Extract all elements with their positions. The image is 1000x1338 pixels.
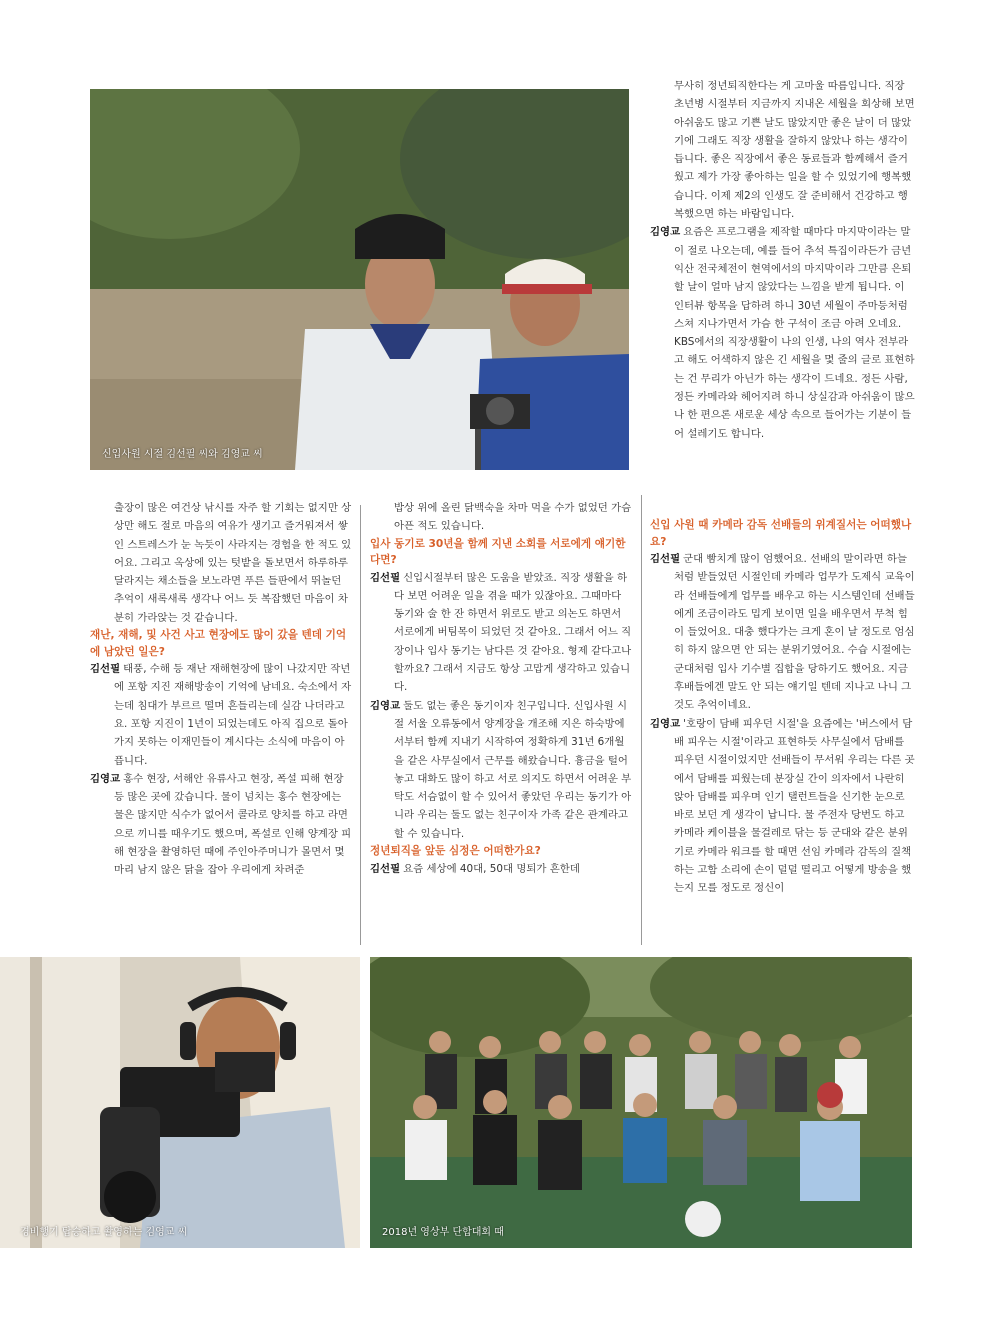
paragraph: 출장이 많은 여건상 낚시를 자주 할 기회는 없지만 상상만 해도 절로 마음의 여유가 생기고 즐거워져서 쌓인 스트레스가 눈 녹듯이 사라지는 경험을 한 적도 있어요. 그리고 옥상에 있는 텃밭을 돌보면서 하루하루 달라지는 채소들을 보노라면 푸른 들판에서 뛰놀던 추억이 새록새록 생각나 어느 듯 복잡했던 마음이 차분히 가라앉는 것 같습니다.: [114, 502, 352, 624]
question-heading: 입사 동기로 30년을 함께 지낸 소회를 서로에게 얘기한다면?: [370, 537, 626, 567]
speaker-name: 김선필: [370, 571, 401, 584]
bottom-right-caption: 2018년 영상부 단합대회 때: [382, 1227, 504, 1238]
answer-text: '호랑이 담배 피우던 시절'을 요즘에는 '버스에서 담배 피우는 시절'이라고 표현하듯 사무실에서 담배를 피우던 시절이었지만 선배들이 무서워 우리는 다른 곳에서 담배를 피웠는데 분장실 간이 의자에서 나란히 앉아 담배를 피우며 인기 탤런트들을 신기한 눈으로 바로 보던 게 생각이 납니다. 물 주전자 당번도 하고 카메라 케이블을 물걸레로 닦는 등 군대와 같은 분위기로 카메라 워크를 할 때면 선임 카메라 감독의 질책하는 고함 소리에 손이 덜덜 떨리고 어떻게 방송을 했는지 모를 정도로 정신이: [674, 717, 915, 895]
question-heading: 정년퇴직을 앞둔 심정은 어떠한가요?: [370, 845, 541, 858]
bottom-right-photo: [370, 957, 912, 1248]
answer-paragraph: [370, 697, 632, 843]
column-divider: [360, 505, 361, 945]
paragraph: 밥상 위에 올린 닭백숙을 차마 먹을 수가 없었던 가슴 아픈 적도 있습니다.: [394, 502, 632, 533]
answer-paragraph: [650, 715, 916, 898]
answer-paragraph: [370, 569, 632, 697]
speaker-name: 김선필: [650, 553, 681, 565]
answer-paragraph: [650, 550, 916, 715]
answer-text: 군대 빰치게 많이 엄했어요. 선배의 말이라면 하늘처럼 받들었던 시절인데 카메라 업무가 도제식 교육이라 선배들에게 업무를 배우고 하는 시스템인데 선배들에게 조금이라도 밉게 보이면 일을 배우면서 무척 힘이 들었어요. 대충 했다가는 크게 혼이 날 정도로 엄심히 하지 않으면 안 되는 분위기였어요. 수습 시절에는 군대처럼 입사 기수별 집합을 당하기도 했어요. 지금 후배들에겐 말도 안 되는 얘기일 텐데 지나고 나니 그것도 추억이네요.: [674, 553, 915, 712]
right-top-column: [650, 77, 916, 443]
top-photo-caption: 신입사원 시절 김선필 씨와 김영교 씨: [102, 449, 263, 460]
answer-paragraph: [650, 223, 916, 443]
answer-paragraph: [90, 770, 352, 880]
column-2: [370, 499, 632, 878]
speaker-name: 김영교: [90, 772, 121, 785]
column-3: [650, 505, 916, 898]
answer-text: 태풍, 수해 등 재난 재해현장에 많이 나갔지만 작년에 포항 지진 재해방송이 기억에 남네요. 숙소에서 자는데 침대가 부르르 떨며 흔들리는데 실감 나더라고요. 포항 지진이 1년이 되었는데도 아직 집으로 돌아가지 못하는 이재민들이 계시다는 소식에 마음이 아픕니다.: [114, 663, 352, 767]
top-photo: [90, 89, 629, 470]
answer-text: 요즘은 프로그램을 제작할 때마다 마지막이라는 말이 절로 나오는데, 예를 들어 추석 특집이라든가 금년 익산 전국체전이 현역에서의 마지막이라 그만큼 은퇴할 날이 얼마 남지 않았다는 느낌을 받게 됩니다. 이 인터뷰 항목을 답하려 하니 30년 세월이 주마등처럼 스쳐 지나가면서 가슴 한 구석이 조금 아려 오네요. KBS에서의 직장생활이 나의 인생, 나의 역사 전부라고 해도 어색하지 않은 긴 세월을 몇 줄의 글로 표현하는 건 무리가 아닌가 하는 생각이 드네요. 정든 사람, 정든 카메라와 헤어지려 하니 상실감과 아쉬움이 많으나 한 편으론 새로운 세상 속으로 들어가는 기분이 들어 설레기도 합니다.: [674, 226, 915, 440]
answer-paragraph: [90, 660, 352, 770]
answer-text: 둘도 없는 좋은 동기이자 친구입니다. 신입사원 시절 서울 오류동에서 양계장을 개조해 지은 하숙방에서부터 함께 지내기 시작하여 정확하게 31년 6개월을 같은 사무실에서 근무를 해왔습니다. 흉금을 털어놓고 대화도 많이 하고 서로 의지도 하면서 어려운 부탁도 서슴없이 할 수 있어서 좋았던 우리는 동기가 아니라 우리는 둘도 없는 친구이자 가족 같은 관계라고 할 수 있습니다.: [394, 699, 632, 840]
column-1: [90, 499, 352, 880]
speaker-name: 김선필: [370, 862, 401, 875]
question-heading: 재난, 재해, 및 사건 사고 현장에도 많이 갔을 텐데 기억에 남았던 일은?: [90, 629, 347, 658]
bottom-left-photo: [0, 957, 360, 1248]
speaker-name: 김영교: [650, 226, 681, 239]
answer-text: 요즘 세상에 40대, 50대 명퇴가 흔한데: [403, 862, 580, 875]
answer-text: 홍수 현장, 서해안 유류사고 현장, 폭설 피해 현장 등 많은 곳에 갔습니다. 물이 넘치는 홍수 현장에는 물은 많지만 식수가 없어서 콜라로 양치를 하고 라면으로 끼니를 때우기도 했으며, 폭설로 인해 양계장 피해 현장을 촬영하던 때에 주인아주머니가 몰면서 몇 마리 남지 않은 닭을 잡아 우리에게 차려준: [114, 772, 352, 877]
column-divider: [641, 495, 642, 945]
question-heading: 신입 사원 때 카메라 감독 선배들의 위계질서는 어떠했나요?: [650, 519, 912, 548]
paragraph: 무사히 정년퇴직한다는 게 고마울 따름입니다. 직장 초년병 시절부터 지금까지 지내온 세월을 회상해 보면 아쉬움도 많고 기쁜 날도 많았지만 좋은 날이 더 많았기에 그래도 직장 생활을 잘하지 않았나 하는 생각이 듭니다. 좋은 직장에서 좋은 동료들과 함께해서 즐거웠고 제가 가장 좋아하는 일을 할 수 있었기에 행복했습니다. 이제 제2의 인생도 잘 준비해서 건강하고 행복했으면 하는 바람입니다.: [674, 80, 915, 221]
answer-text: 신입시절부터 많은 도움을 받았죠. 직장 생활을 하다 보면 어려운 일을 겪을 때가 있잖아요. 그때마다 동기와 술 한 잔 하면서 위로도 받고 의논도 하면서 서로에게 버팀목이 되었던 것 같아요. 그래서 어느 직장이나 입사 동기는 남다른 것 같아요. 형제 같다고나 할까요? 그래서 지금도 항상 고맙게 생각하고 있습니다.: [394, 571, 632, 694]
speaker-name: 김선필: [90, 663, 121, 676]
speaker-name: 김영교: [650, 717, 681, 730]
answer-paragraph: [370, 860, 632, 878]
speaker-name: 김영교: [370, 699, 401, 712]
bottom-left-caption: 경비행기 탑승하고 촬영하는 김영교 씨: [20, 1227, 188, 1238]
